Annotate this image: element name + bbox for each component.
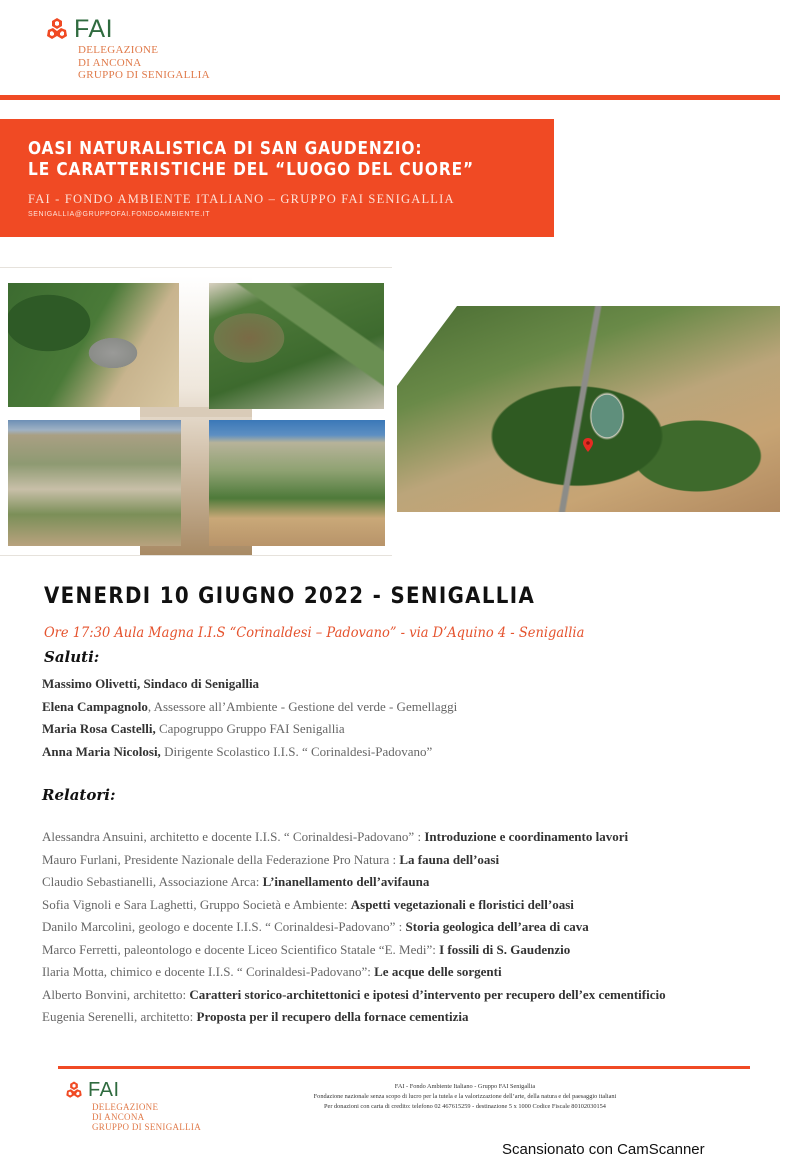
map-corner [397,306,457,386]
footer-line: FAI - Fondo Ambiente Italiano - Gruppo FAI Senigallia [394,1083,536,1090]
banner-email: SENIGALLIA@GRUPPOFAI.FONDOAMBIENTE.IT [28,211,211,218]
saluti-list [42,673,457,763]
saluti-item [42,718,457,741]
talk-topic: L’inanellamento dell’avifauna [262,874,430,889]
talk-topic: Storia geologica dell’area di cava [405,919,589,934]
collage-divider [0,267,392,268]
speaker: Alessandra Ansuini, architetto e docente I.I.S. “ Corinaldesi-Padovano” : [42,829,425,844]
saluti-item [42,741,457,764]
speaker: Sofia Vignoli e Sara Laghetti, Gruppo Società e Ambiente: [42,896,351,912]
speaker: Mauro Furlani, Presidente Nazionale della Federazione Pro Natura : [42,851,400,867]
footer-line: Per donazioni con carta di credito: telefono 02 467615259 - destinazione 5 x 1000 Codice Fiscale 80102030154 [324,1103,606,1110]
logo-text: FAI [74,15,114,43]
aerial-photo-quarry-paths [209,283,384,409]
saluti-item [42,696,457,719]
bottom-divider [58,1066,750,1069]
saluti-role: Dirigente Scolastico I.I.S. “ Corinaldesi-Padovano” [160,743,433,759]
saluti-role: Sindaco di Senigallia [140,676,260,691]
banner-subtitle: FAI - FONDO AMBIENTE ITALIANO – GRUPPO FAI SENIGALLIA [28,192,455,206]
logo-line: GRUPPO DI SENIGALLIA [92,1122,201,1132]
relatori-item [42,916,666,939]
logo-text: FAI [88,1079,120,1101]
map-pin-icon [583,438,593,452]
logo-line: DI ANCONA [92,1112,145,1122]
speaker: Claudio Sebastianelli, Associazione Arca: [42,874,263,889]
banner-title [28,139,474,181]
talk-topic: I fossili di S. Gaudenzio [439,941,571,957]
talk-topic: La fauna dell’oasi [399,851,500,867]
speaker: Ilaria Motta, chimico e docente I.I.S. “ Corinaldesi-Padovano”: [42,964,375,979]
relatori-item [42,984,666,1007]
relatori-item [42,871,666,894]
talk-topic: Proposta per il recupero della fornace cementizia [196,1009,469,1024]
relatori-item [42,826,666,849]
relatori-list [42,826,666,1029]
relatori-item [42,1006,666,1029]
speaker: Danilo Marcolini, geologo e docente I.I.S. “ Corinaldesi-Padovano” : [42,919,406,934]
banner-title-line: LE CARATTERISTICHE DEL “LUOGO DEL CUORE” [28,160,474,180]
fai-logo-icon [64,1080,84,1100]
speaker: Alberto Bonvini, architetto: [42,986,190,1002]
fai-logo-icon [44,16,70,42]
saluti-name: Maria Rosa Castelli, [42,721,156,736]
talk-topic: Caratteri storico-architettonici e ipotesi d’intervento per recupero dell’ex cementificio [189,986,666,1002]
top-divider [0,95,780,100]
saluti-role: Capogruppo Gruppo FAI Senigallia [155,721,345,736]
relatori-item [42,961,666,984]
aerial-photo-coast-panorama [209,420,385,546]
photo-collage [0,266,395,556]
relatori-item [42,939,666,962]
saluti-heading: Saluti: [44,648,100,666]
talk-topic: Aspetti vegetazionali e floristici dell’oasi [350,896,574,912]
banner-title-line: OASI NATURALISTICA DI SAN GAUDENZIO: [28,139,423,159]
event-time-place: Ore 17:30 Aula Magna I.I.S “Corinaldesi – Padovano” - via D’Aquino 4 - Senigallia [44,625,585,641]
logo-line: DELEGAZIONE [78,44,159,56]
speaker: Marco Ferretti, paleontologo e docente Liceo Scientifico Statale “E. Medi”: [42,941,440,957]
relatori-heading: Relatori: [42,786,116,804]
title-banner [0,119,554,237]
saluti-item [42,673,457,696]
relatori-item [42,894,666,917]
logo-line: GRUPPO DI SENIGALLIA [78,69,210,81]
saluti-name: Massimo Olivetti, [42,676,141,691]
talk-topic: Le acque delle sorgenti [374,964,502,979]
footer-line: Fondazione nazionale senza scopo di lucro per la tutela e la valorizzazione dell’arte, della natura e del paesaggio italiani [313,1093,617,1100]
logo-line: DI ANCONA [78,56,142,69]
relatori-item [42,849,666,872]
saluti-role: , Assessore all’Ambiente - Gestione del verde - Gemellaggi [147,698,458,714]
camscanner-watermark: Scansionato con CamScanner [502,1141,705,1158]
footer-fai-logo [64,1080,244,1132]
collage-divider [0,555,392,556]
event-date-title: VENERDI 10 GIUGNO 2022 - SENIGALLIA [44,584,536,609]
footer-text [250,1082,680,1112]
fai-logo [44,16,264,82]
logo-line: DELEGAZIONE [92,1102,159,1112]
saluti-name: Elena Campagnolo [42,698,148,714]
saluti-name: Anna Maria Nicolosi, [42,743,161,759]
satellite-map-oasis [397,306,780,512]
speaker: Eugenia Serenelli, architetto: [42,1009,197,1024]
talk-topic: Introduzione e coordinamento lavori [424,829,629,844]
aerial-photo-cement-factory [8,283,179,407]
aerial-photo-hills-town [8,420,181,546]
